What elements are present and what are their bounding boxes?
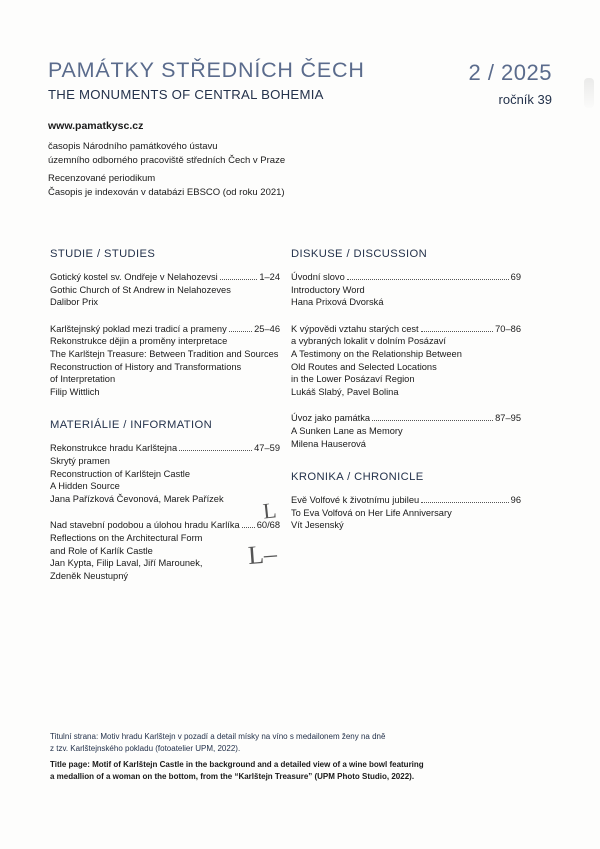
section-heading bbox=[291, 248, 521, 260]
contents-column-right bbox=[291, 248, 521, 553]
entry-author-cont: Zdeněk Neustupný bbox=[50, 570, 129, 581]
entry-title-cz: Nad stavební podobou a úlohou hradu Karlíka bbox=[50, 520, 240, 531]
section-materialie bbox=[50, 419, 280, 582]
entry-subtitle-cz: Skrytý pramen bbox=[50, 455, 110, 466]
leader-dots bbox=[347, 279, 509, 280]
journal-subtitle: THE MONUMENTS OF CENTRAL BOHEMIA bbox=[48, 87, 324, 102]
entry-pages: 60/68 bbox=[256, 520, 280, 531]
section-title-cz: STUDIE bbox=[50, 248, 94, 260]
entry-author: Hana Prixová Dvorská bbox=[291, 297, 384, 308]
entry-pages: 70–86 bbox=[495, 323, 521, 334]
caption-cz-line-1: Titulní strana: Motiv hradu Karlštejn v pozadí a detail mísky na víno s medailonem ženy na dně bbox=[50, 732, 386, 741]
entry-title-line bbox=[291, 323, 521, 336]
entry-title-line bbox=[50, 519, 280, 532]
website-url[interactable]: www.pamatkysc.cz bbox=[48, 120, 144, 132]
imprint-line-4: Časopis je indexován v databázi EBSCO (od roku 2021) bbox=[48, 187, 285, 198]
contents-entry[interactable] bbox=[291, 323, 521, 399]
leader-dots bbox=[372, 420, 493, 421]
handwritten-mark: L– bbox=[246, 539, 278, 570]
caption-en-line-1: Title page: Motif of Karlštejn Castle in the background and a detailed view of a wine bowl featuring bbox=[50, 760, 424, 769]
leader-dots bbox=[421, 502, 508, 503]
section-diskuse bbox=[291, 248, 521, 450]
entry-title-en: To Eva Volfová on Her Life Anniversary bbox=[291, 507, 452, 518]
entry-title-cz: Rekonstrukce hradu Karlštejna bbox=[50, 443, 178, 454]
section-title-en: DISCUSSION bbox=[353, 248, 428, 260]
entry-title-line bbox=[50, 323, 280, 336]
entry-pages: 96 bbox=[510, 495, 521, 506]
contents-entry[interactable] bbox=[50, 519, 280, 582]
issue-volume: ročník 39 bbox=[498, 92, 552, 107]
entry-author: Dalibor Prix bbox=[50, 297, 99, 308]
entry-extra-line: in the Lower Posázaví Region bbox=[291, 374, 415, 385]
section-separator: / bbox=[96, 248, 101, 260]
section-heading bbox=[291, 471, 521, 483]
entry-extra-line: of Interpretation bbox=[50, 374, 116, 385]
contents-entry[interactable] bbox=[50, 271, 280, 309]
contents-entry[interactable] bbox=[291, 271, 521, 309]
entry-author: Jana Pařízková Čevonová, Marek Pařízek bbox=[50, 493, 224, 504]
entry-pages: 87–95 bbox=[495, 413, 521, 424]
entry-subtitle-en: Reflections on the Architectural Form bbox=[50, 532, 203, 543]
leader-dots bbox=[242, 527, 255, 528]
entry-subtitle-cz: Rekonstrukce dějin a proměny interpretace bbox=[50, 336, 228, 347]
contents-column-left bbox=[50, 248, 280, 603]
issue-number: 2 / 2025 bbox=[468, 60, 552, 85]
imprint-line-2: územního odborného pracoviště středních Čech v Praze bbox=[48, 155, 286, 166]
entry-extra-line: Reconstruction of Karlštejn Castle bbox=[50, 468, 191, 479]
entry-title-line bbox=[50, 271, 280, 284]
entry-title-cz: Gotický kostel sv. Ondřeje v Nelahozevsi bbox=[50, 272, 218, 282]
caption-en bbox=[50, 759, 520, 782]
section-title-en: INFORMATION bbox=[130, 419, 213, 432]
caption-cz bbox=[50, 731, 520, 754]
entry-author: Milena Hauserová bbox=[291, 438, 366, 449]
journal-title: PAMÁTKY STŘEDNÍCH ČECH bbox=[48, 58, 365, 82]
leader-dots bbox=[421, 331, 494, 332]
contents-entry[interactable] bbox=[50, 323, 280, 399]
entry-extra-line: Reconstruction of History and Transformations bbox=[50, 361, 242, 372]
peer-review-note bbox=[48, 172, 285, 200]
section-heading bbox=[50, 248, 280, 260]
entry-title-line bbox=[291, 494, 521, 507]
publisher-imprint bbox=[48, 140, 285, 168]
section-title-en: STUDIES bbox=[103, 248, 156, 260]
entry-author: Lukáš Slabý, Pavel Bolina bbox=[291, 386, 399, 397]
entry-title-cz: Evě Volfové k životnímu jubileu bbox=[291, 495, 420, 506]
section-title-cz: DISKUSE bbox=[291, 248, 343, 260]
section-title-en: CHRONICLE bbox=[354, 471, 424, 484]
leader-dots bbox=[179, 450, 252, 451]
page-edge-smudge bbox=[584, 78, 594, 108]
entry-extra-line: and Role of Karlík Castle bbox=[50, 545, 153, 556]
entry-pages: 69 bbox=[510, 272, 521, 282]
entry-subtitle-cz: a vybraných lokalit v dolním Posázaví bbox=[291, 336, 447, 347]
entry-title-en: Introductory Word bbox=[291, 284, 365, 295]
imprint-line-1: časopis Národního památkového ústavu bbox=[48, 141, 218, 152]
entry-title-cz: K výpovědi vztahu starých cest bbox=[291, 323, 419, 334]
entry-extra-line: A Testimony on the Relationship Between bbox=[291, 348, 462, 359]
section-separator: / bbox=[346, 248, 350, 260]
entry-author: Jan Kypta, Filip Laval, Jiří Marounek, bbox=[50, 558, 203, 569]
caption-en-line-2: a medallion of a woman on the bottom, from the “Karlštejn Treasure” (UPM Photo Studio, 2022). bbox=[50, 771, 415, 781]
entry-author: Filip Wittlich bbox=[50, 386, 100, 397]
contents-entry[interactable] bbox=[291, 412, 521, 450]
imprint-line-3: Recenzované periodikum bbox=[48, 173, 156, 184]
cover-caption bbox=[50, 731, 520, 782]
entry-pages: 1–24 bbox=[259, 272, 280, 282]
section-kronika bbox=[291, 471, 521, 532]
entry-extra-line: A Hidden Source bbox=[50, 481, 120, 492]
section-heading bbox=[50, 419, 280, 431]
caption-cz-line-2: z tzv. Karlštejnského pokladu (fotoatelier UPM, 2022). bbox=[50, 743, 241, 753]
issue-block bbox=[468, 60, 552, 107]
entry-title-cz: Úvodní slovo bbox=[291, 272, 345, 282]
leader-dots bbox=[229, 331, 252, 332]
title-block bbox=[48, 58, 398, 102]
leader-dots bbox=[220, 279, 258, 280]
contents-entry[interactable] bbox=[50, 442, 280, 505]
entry-pages: 25–46 bbox=[254, 323, 280, 334]
section-title-cz: MATERIÁLIE bbox=[50, 419, 120, 432]
entry-title-line bbox=[291, 271, 521, 284]
entry-title-cz: Karlštejnský poklad mezi tradicí a prameny bbox=[50, 323, 227, 334]
contents-entry[interactable] bbox=[291, 494, 521, 532]
section-title-cz: KRONIKA bbox=[291, 471, 344, 484]
entry-title-line bbox=[50, 442, 280, 455]
entry-title-en: A Sunken Lane as Memory bbox=[291, 425, 403, 436]
section-studie bbox=[50, 248, 280, 398]
entry-extra-line: The Karlštejn Treasure: Between Tradition and Sources bbox=[50, 348, 279, 359]
entry-title-en: Gothic Church of St Andrew in Nelahozeves bbox=[50, 284, 231, 295]
entry-pages: 47–59 bbox=[254, 443, 280, 454]
entry-title-cz: Úvoz jako památka bbox=[291, 413, 371, 424]
entry-author: Vít Jesenský bbox=[291, 520, 344, 531]
entry-title-line bbox=[291, 412, 521, 425]
handwritten-mark: L bbox=[261, 497, 278, 524]
section-separator: / bbox=[347, 471, 351, 484]
section-separator: / bbox=[123, 419, 127, 432]
entry-extra-line: Old Routes and Selected Locations bbox=[291, 361, 437, 372]
